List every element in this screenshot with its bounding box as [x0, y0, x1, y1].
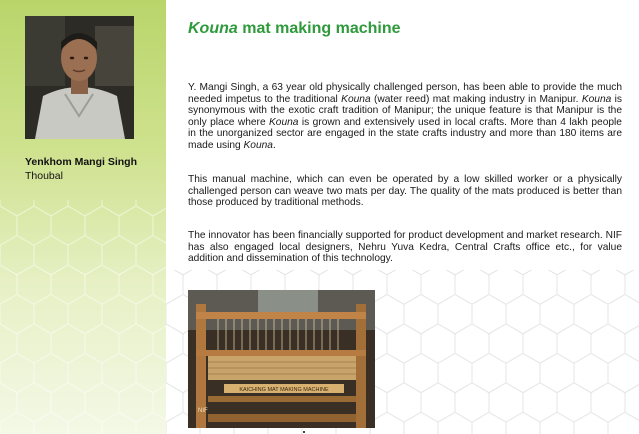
person-place: Thoubal [25, 170, 63, 182]
machine-photo [188, 290, 375, 428]
nif-label: NIF [198, 408, 208, 414]
p1-italic: Kouna [581, 93, 612, 105]
p1-italic: Kouna [341, 93, 371, 105]
p1-italic: Kouna [269, 116, 299, 128]
page-marker-dot [303, 431, 305, 433]
paragraph-machine: This manual machine, which can even be operated by a low skilled worker or a physically challenged person can weave two mats per day. The quality of the mats produced is better than those produced by traditional methods. [188, 174, 622, 209]
title-italic: Kouna [188, 20, 238, 37]
machine-sign-text: KAICHING MAT MAKING MACHINE [239, 387, 329, 393]
article-title [188, 20, 401, 38]
sidebar [0, 0, 166, 434]
portrait-photo [25, 16, 134, 139]
title-rest: mat making machine [237, 20, 401, 37]
paragraph-intro [188, 82, 622, 152]
person-name: Yenkhom Mangi Singh [25, 156, 138, 168]
p1-text: is grown and extensively used in local crafts. More than 4 lakh people in the unorganized sector are engaged in the state crafts industry and more than 180 items are made using [188, 116, 622, 151]
p1-text: Y. Mangi Singh, a 63 year old physically challenged person, has been able to provide the much needed impetus to the traditional [188, 82, 622, 105]
paragraph-support: The innovator has been financially supported for product development and market research. NIF has also engaged local designers, Nehru Yuva Kedra, Central Crafts office etc., for value addition and dissemination of this technology. [188, 230, 622, 265]
p1-text: (water reed) mat making industry in Manipur. [370, 93, 582, 105]
p1-text: is synonymous with the exotic craft tradition of Manipur; the unique feature is that Manipur is the only place where [188, 93, 622, 128]
p1-text: . [272, 139, 276, 151]
p1-italic: Kouna [243, 139, 273, 151]
